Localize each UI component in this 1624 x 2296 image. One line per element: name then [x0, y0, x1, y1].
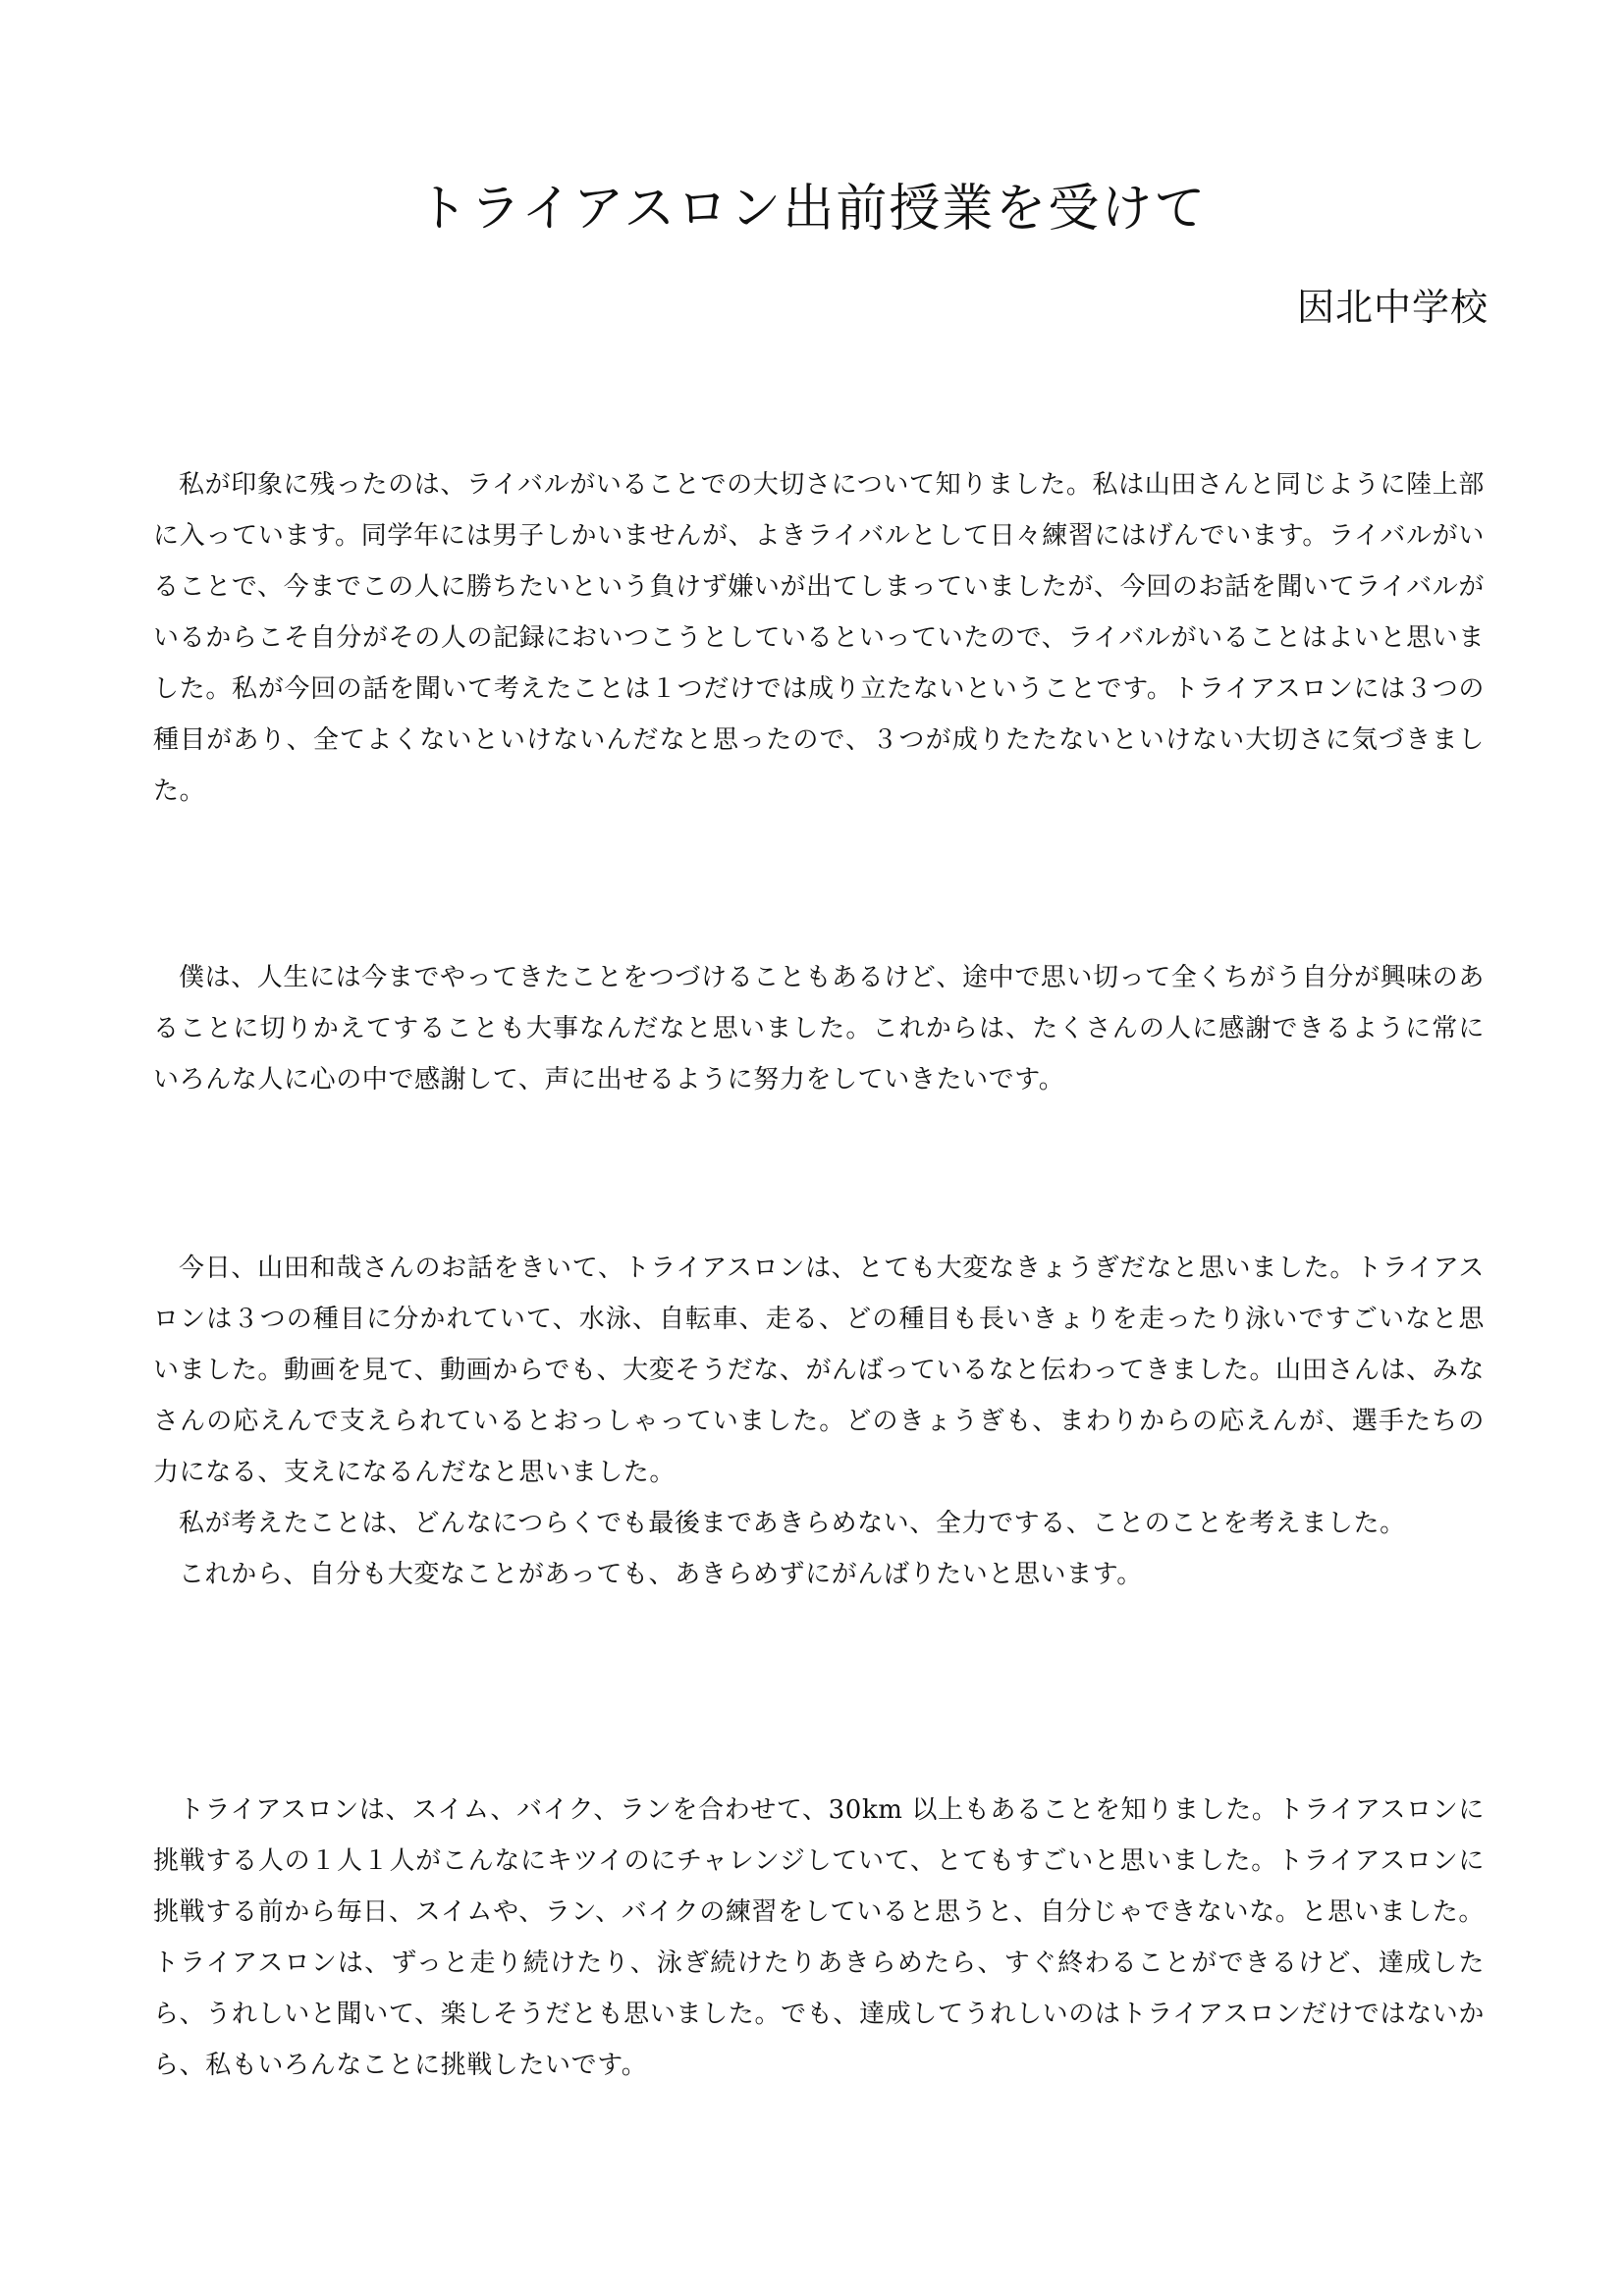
school-name: 因北中学校 — [1296, 286, 1489, 329]
essay-paragraph: トライアスロンは、スイム、バイク、ランを合わせて、30km 以上もあることを知りました。トライアスロンに挑戦する人の１人１人がこんなにキツイのにチャレンジしていて、とてもすごいと思いました。トライアスロンに挑戦する前から毎日、スイムや、ラン、バイクの練習をしていると思うと、自分じゃできないな。と思いました。トライアスロンは、ずっと走り続けたり、泳ぎ続けたりあきらめたら、すぐ終わることができるけど、達成したら、うれしいと聞いて、楽しそうだとも思いました。でも、達成してうれしいのはトライアスロンだけではないから、私もいろんなことに挑戦したいです。 — [153, 1795, 1485, 2080]
essay-block — [153, 1785, 1485, 2091]
essay-paragraph: 私が考えたことは、どんなにつらくでも最後まであきらめない、全力でする、ことのことを考えました。 — [179, 1509, 1406, 1538]
essay-paragraph: これから、自分も大変なことがあっても、あきらめずにがんばりたいと思います。 — [179, 1560, 1143, 1589]
essay-block — [153, 1243, 1485, 1600]
essay-paragraph: 私が印象に残ったのは、ライバルがいることでの大切さについて知りました。私は山田さんと同じように陸上部に入っています。同学年には男子しかいませんが、よきライバルとして日々練習にはげんでいます。ライバルがいることで、今までこの人に勝ちたいという負けず嫌いが出てしまっていましたが、今回のお話を聞いてライバルがいるからこそ自分がその人の記録においつこうとしているといっていたので、ライバルがいることはよいと思いました。私が今回の話を聞いて考えたことは１つだけでは成り立たないということです。トライアスロンには３つの種目があり、全てよくないといけないんだなと思ったので、３つが成りたたないといけない大切さに気づきました。 — [153, 470, 1485, 806]
document-title: トライアスロン出前授業を受けて — [416, 180, 1208, 239]
essay-block — [153, 459, 1485, 817]
essay-paragraph: 僕は、人生には今までやってきたことをつづけることもあるけど、途中で思い切って全くちがう自分が興味のあることに切りかえてすることも大事なんだなと思いました。これからは、たくさんの人に感謝できるように常にいろんな人に心の中で感謝して、声に出せるように努力をしていきたいです。 — [153, 963, 1486, 1095]
essay-paragraph: 今日、山田和哉さんのお話をきいて、トライアスロンは、とても大変なきょうぎだなと思いました。トライアスロンは３つの種目に分かれていて、水泳、自転車、走る、どの種目も長いきょりを走ったり泳いですごいなと思いました。動画を見て、動画からでも、大変そうだな、がんばっているなと伝わってきました。山田さんは、みなさんの応えんで支えられているとおっしゃっていました。どのきょうぎも、まわりからの応えんが、選手たちの力になる、支えになるんだなと思いました。 — [153, 1254, 1485, 1487]
essay-block — [153, 952, 1485, 1105]
